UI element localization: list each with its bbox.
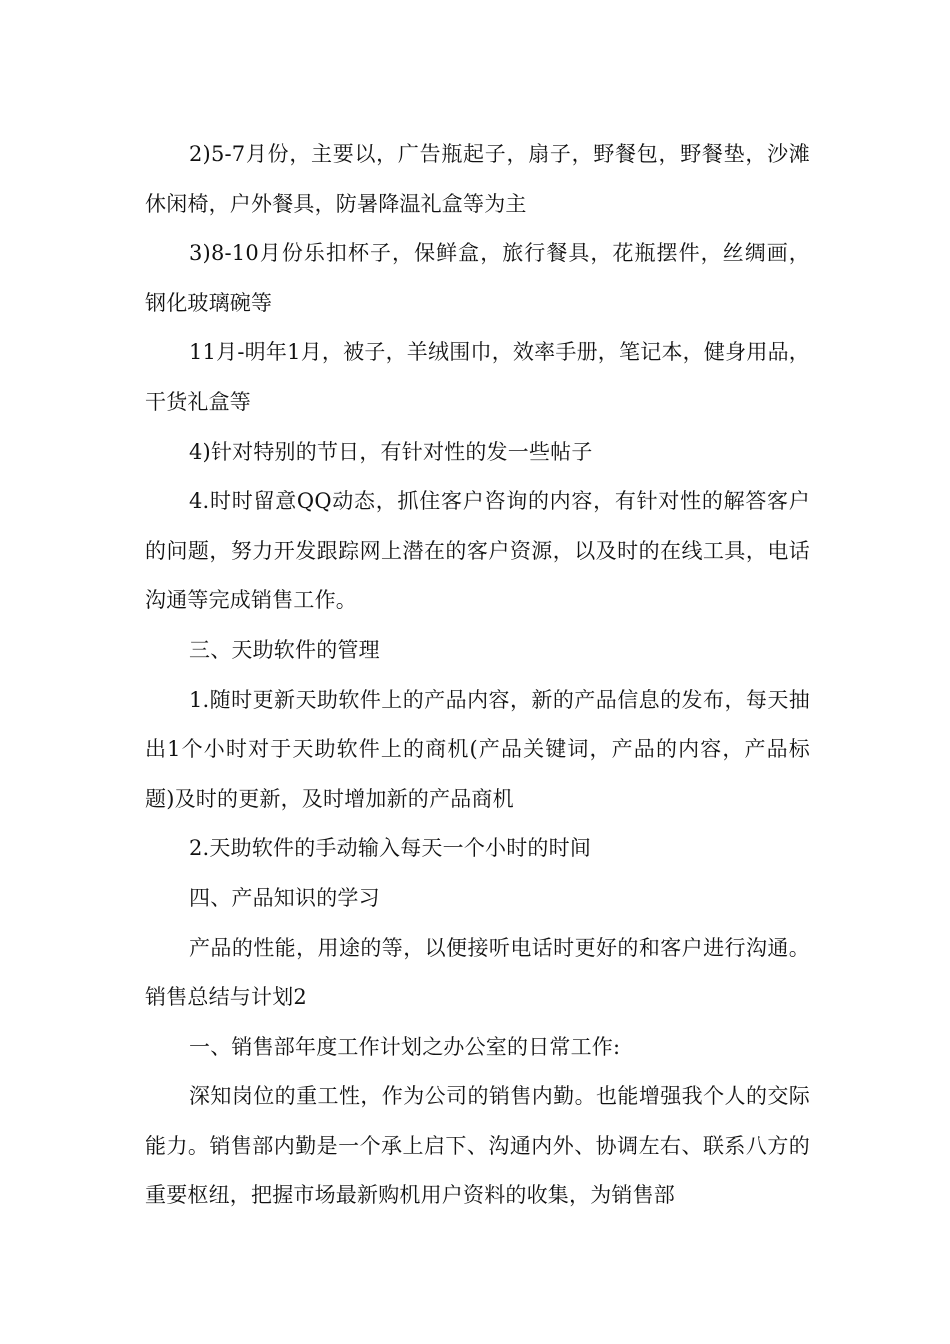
paragraph-software-update: 1.随时更新天助软件上的产品内容，新的产品信息的发布，每天抽出1个小时对于天助软件上的商机(产品关键词，产品的内容，产品标题)及时的更新，及时增加新的产品商机 xyxy=(145,687,810,811)
paragraph-festival-posts: 4)针对特别的节日，有针对性的发一些帖子 xyxy=(189,439,593,464)
paragraph-period-nov-jan: 11月-明年1月，被子，羊绒围巾，效率手册，笔记本，健身用品，干货礼盒等 xyxy=(145,340,810,414)
section-heading-product-knowledge: 四、产品知识的学习 xyxy=(189,885,380,910)
paragraph-period-aug-oct: 3)8-10月份乐扣杯子，保鲜盒，旅行餐具，花瓶摆件，丝绸画，钢化玻璃碗等 xyxy=(145,241,810,315)
paragraph-period-may-july: 2)5-7月份，主要以，广告瓶起子，扇子，野餐包，野餐垫，沙滩休闲椅，户外餐具，防暑降温礼盒等为主 xyxy=(145,142,810,216)
paragraph-sales-assistant-role: 深知岗位的重工性，作为公司的销售内勤。也能增强我个人的交际能力。销售部内勤是一个承上启下、沟通内外、协调左右、联系八方的重要枢纽，把握市场最新购机用户资料的收集，为销售部 xyxy=(145,1084,810,1208)
section-heading-office-daily-work: 一、销售部年度工作计划之办公室的日常工作: xyxy=(189,1034,621,1059)
paragraph-manual-input: 2.天助软件的手动输入每天一个小时的时间 xyxy=(189,836,592,861)
paragraph-qq-followup: 4.时时留意QQ动态，抓住客户咨询的内容，有针对性的解答客户的问题，努力开发跟踪网上潜在的客户资源，以及时的在线工具，电话沟通等完成销售工作。 xyxy=(145,489,810,613)
document-body xyxy=(145,130,810,1221)
paragraph-product-knowledge: 产品的性能，用途的等，以便接听电话时更好的和客户进行沟通。销售总结与计划2 xyxy=(145,935,810,1010)
section-heading-software-management: 三、天助软件的管理 xyxy=(189,637,380,662)
